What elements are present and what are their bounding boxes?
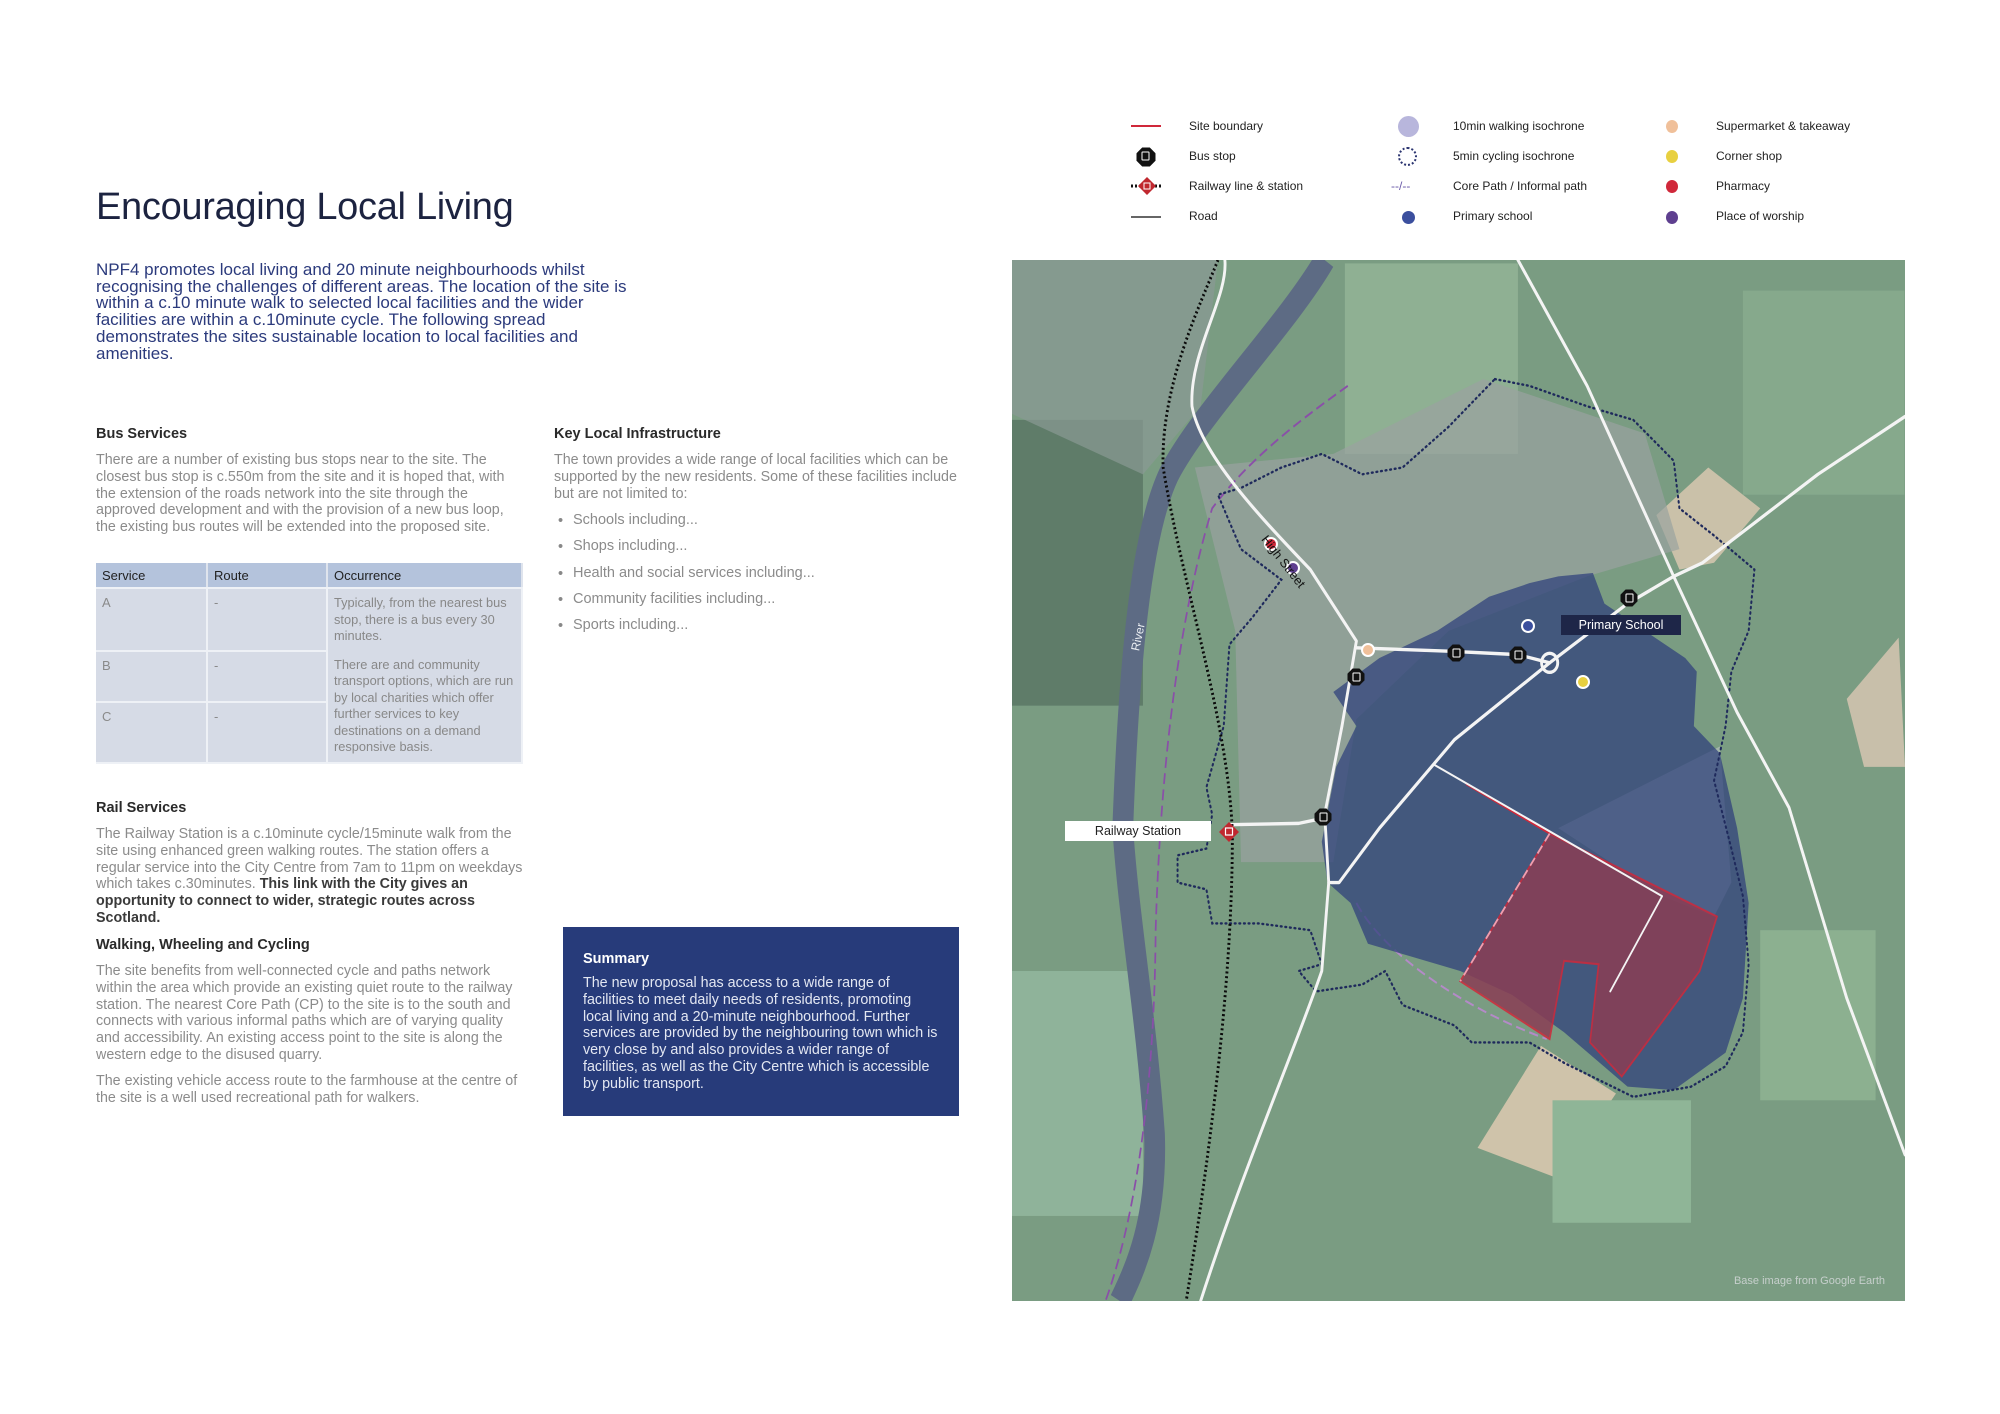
primary-school-label: Primary School (1561, 615, 1681, 635)
bus-stop-icon[interactable] (1315, 809, 1332, 826)
bullet-icon: • (558, 539, 564, 556)
bus-stop-icon[interactable] (1348, 669, 1365, 686)
bullet-icon: • (558, 565, 564, 582)
pharmacy-dot-icon (1666, 180, 1678, 193)
service-cell: B (96, 651, 207, 703)
service-cell: C (96, 702, 207, 762)
legend-label: Core Path / Informal path (1453, 179, 1588, 193)
site-location-map[interactable] (1012, 260, 1905, 1301)
site-boundary-icon (1131, 125, 1161, 127)
occurrence-cell: There are and community transport options, which are run by local charities which offer further services to key destinations on a demand responsive basis. (327, 651, 522, 763)
table-row (96, 588, 522, 651)
bus-stop-icon[interactable] (1621, 590, 1638, 607)
rail-services-body (96, 826, 528, 927)
legend-label: Supermarket & takeaway (1716, 119, 1851, 133)
railway-station-label: Railway Station (1065, 821, 1211, 841)
intro-paragraph: NPF4 promotes local living and 20 minute neighbourhoods whilst recognising the challenges of different areas. The location of the site is within a c.10 minute walk to selected local facilities and the wider facilities are within a c.10minute cycle. The following spread demonstrates the sites sustainable location to local facilities and amenities. (96, 260, 627, 363)
route-cell: - (207, 702, 327, 762)
supermarket-marker-icon[interactable] (1361, 643, 1375, 657)
high-street-label: High Street (1258, 532, 1309, 591)
rail-services-text: The Railway Station is a c.10minute cycle/15minute walk from the site using enhanced green walking routes. The station offers a regular service into the City Centre from 7am to 11pm on weekdays which takes c.30minutes. (96, 826, 523, 893)
corner-shop-dot-icon (1666, 150, 1678, 163)
service-cell: A (96, 588, 207, 651)
road-line-icon (1131, 216, 1161, 218)
bullet-icon: • (558, 618, 564, 635)
infrastructure-list (554, 512, 815, 643)
bullet-icon: • (558, 513, 564, 529)
railway-station-icon[interactable] (1218, 821, 1240, 843)
railway-station-icon (1130, 176, 1164, 196)
legend-label: Bus stop (1189, 149, 1236, 163)
list-item-label: Health and social services including... (573, 564, 815, 581)
walking-body-1: The site benefits from well-connected cycle and paths network within the area which provide an existing quiet route to the railway station. The nearest Core Path (CP) to the site is to the south and connects with various informal paths which are of varying quality and accessibility. An existing access point to the site is along the western edge to the disused quarry. (96, 963, 513, 1063)
field (1012, 971, 1143, 1216)
legend-label: Primary school (1453, 209, 1533, 223)
rail-services-heading: Rail Services (96, 800, 187, 816)
field (1760, 930, 1875, 1100)
primary-school-marker-icon[interactable] (1521, 619, 1535, 633)
list-item (554, 538, 815, 564)
list-item (554, 565, 815, 591)
rail-services-bold-text: This link with the City gives an opportunity to connect to wider, strategic routes across Scotland. (96, 876, 475, 926)
map-credit: Base image from Google Earth (1733, 1275, 1885, 1287)
core-path-icon: --/-- (1391, 179, 1411, 193)
legend-label: Road (1189, 209, 1218, 223)
summary-heading: Summary (583, 951, 650, 967)
infrastructure-heading: Key Local Infrastructure (554, 426, 721, 442)
column-header-route: Route (207, 563, 327, 588)
legend-label: Railway line & station (1189, 179, 1304, 193)
walking-heading: Walking, Wheeling and Cycling (96, 937, 310, 953)
list-item-label: Shops including... (573, 538, 688, 555)
legend-label: Pharmacy (1716, 179, 1771, 193)
legend-label: 10min walking isochrone (1453, 119, 1585, 133)
river-label: River (1128, 621, 1148, 653)
legend-label: 5min cycling isochrone (1453, 149, 1575, 163)
field (1553, 1100, 1691, 1222)
bus-services-body: There are a number of existing bus stops near to the site. The closest bus stop is c.550m from the site and it is hoped that, with the extension of the roads network into the site through the approved development and with the provision of a new bus loop, the existing bus routes will be extended into the proposed site. (96, 452, 505, 536)
bus-services-table (96, 563, 523, 764)
bus-services-heading: Bus Services (96, 426, 188, 442)
summary-box (563, 927, 959, 1116)
page-title: Encouraging Local Living (96, 186, 514, 228)
legend-label: Place of worship (1716, 209, 1805, 223)
bullet-icon: • (558, 591, 564, 608)
route-cell: - (207, 588, 327, 651)
primary-school-dot-icon (1402, 211, 1415, 224)
worship-dot-icon (1666, 211, 1678, 224)
list-item-label: Sports including... (573, 617, 689, 634)
map-base (1012, 260, 1905, 1301)
list-item (554, 617, 815, 643)
walking-body-2: The existing vehicle access route to the farmhouse at the centre of the site is a well used recreational path for walkers. (96, 1073, 518, 1106)
cycling-isochrone-icon (1398, 147, 1417, 166)
table-row (96, 651, 522, 703)
bus-stop-icon[interactable] (1448, 645, 1465, 662)
corner-shop-marker-icon[interactable] (1576, 675, 1590, 689)
column-header-service: Service (96, 563, 207, 588)
list-item-label: Community facilities including... (573, 590, 776, 607)
supermarket-dot-icon (1666, 120, 1678, 133)
legend-label: Site boundary (1189, 119, 1264, 133)
bus-stop-icon[interactable] (1510, 647, 1527, 664)
legend-label: Corner shop (1716, 149, 1783, 163)
list-item (554, 512, 815, 538)
list-item (554, 591, 815, 617)
occurrence-cell: Typically, from the nearest bus stop, there is a bus every 30 minutes. (327, 588, 522, 651)
infrastructure-body: The town provides a wide range of local facilities which can be supported by the new residents. Some of these facilities include but are not limited to: (554, 452, 957, 502)
bus-stop-icon (1137, 148, 1156, 167)
field (1743, 291, 1905, 495)
route-cell: - (207, 651, 327, 703)
column-header-occurrence: Occurrence (327, 563, 522, 588)
table-header-row (96, 563, 522, 588)
walking-isochrone-icon (1398, 116, 1419, 137)
summary-body: The new proposal has access to a wide range of facilities to meet daily needs of residents, promoting local living and a 20-minute neighbourhood. Further services are provided by the neighbouring town which is very close by and also provides a wider range of facilities, as well as the City Centre which is accessible by public transport. (583, 975, 938, 1092)
list-item-label: Schools including... (573, 512, 698, 528)
